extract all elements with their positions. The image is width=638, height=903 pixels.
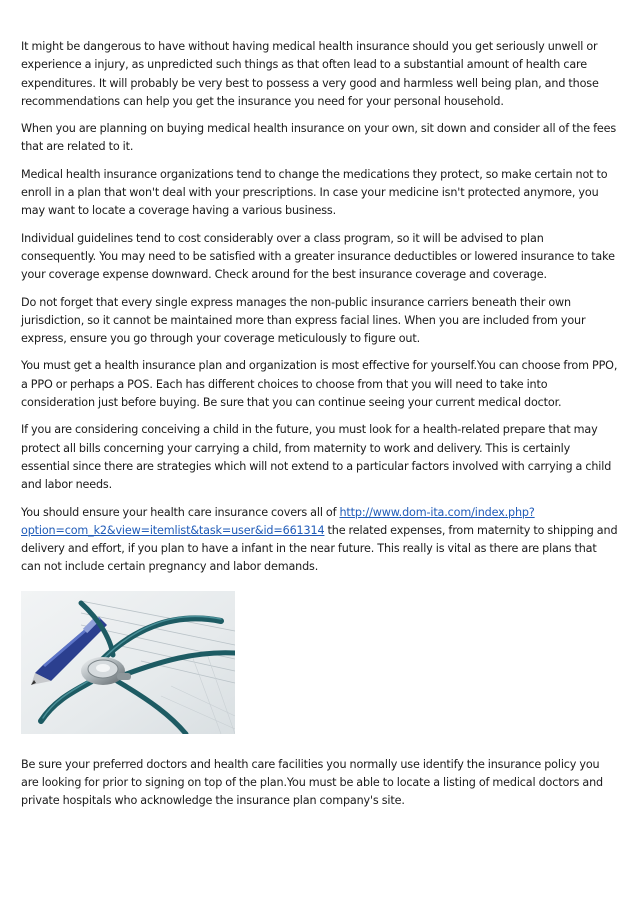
link-paragraph-before: You should ensure your health care insurance covers all of xyxy=(21,505,340,519)
paragraph-3: Medical health insurance organizations tend to change the medications they protect, so make certain not to enroll in a plan that won't deal with your prescriptions. In case your medicine isn't protected anymore, you may want to locate a coverage having a various business. xyxy=(21,167,608,218)
paragraph-final: Be sure your preferred doctors and health care facilities you normally use identify the insurance policy you are looking for prior to signing on top of the plan.You must be able to locate a listing of medical doctors and private hospitals who acknowledge the insurance plan company's site. xyxy=(21,757,603,808)
document-page xyxy=(21,38,619,820)
website-link[interactable]: http://www.dom-ita.com/index.php?option=com_k2&view=itemlist&task=user&id=661314 xyxy=(21,505,535,537)
paragraph-6: You must get a health insurance plan and organization is most effective for yourself.You can choose from PPO, a PPO or perhaps a POS. Each has different choices to choose from that you will need to take into consideration just before buying. Be sure that you can continue seeing your current medical doctor. xyxy=(21,359,618,410)
paragraph-8 xyxy=(21,504,619,577)
paragraph-2: When you are planning on buying medical health insurance on your own, sit down and consider all of the fees that are related to it. xyxy=(21,122,617,154)
stethoscope-pen-form-icon xyxy=(21,591,235,734)
paragraph-7: If you are considering conceiving a child in the future, you must look for a health-related prepare that may protect all bills concerning your carrying a child, from maternity to work and delivery. This is certainly essential since there are strategies which will not extend to a particular factors involved with carrying a child and labor needs. xyxy=(21,423,612,492)
paragraph-5: Do not forget that every single express manages the non-public insurance carriers beneath their own jurisdiction, so it cannot be maintained more than express facial lines. When you are included from your express, ensure you go through your coverage meticulously to figure out. xyxy=(21,295,586,346)
stethoscope-image xyxy=(21,591,235,734)
paragraph-4: Individual guidelines tend to cost considerably over a class program, so it will be advised to plan consequently. You may need to be satisfied with a greater insurance deductibles or lowered insurance to take your coverage expense downward. Check around for the best insurance coverage and coverage. xyxy=(21,231,615,282)
paragraph-1: It might be dangerous to have without having medical health insurance should you get seriously unwell or experience a injury, as unpredicted such things as that often lead to a substantial amount of health care expenditures. It will probably be very best to possess a very good and harmless well being plan, and those recommendations can help you get the insurance you need for your personal household. xyxy=(21,40,599,108)
link-paragraph-after: the related expenses, from maternity to shipping and delivery and effort, if you plan to have a infant in the near future. This really is vital as there are plans that can not include certain pregnancy and labor demands. xyxy=(21,523,618,574)
